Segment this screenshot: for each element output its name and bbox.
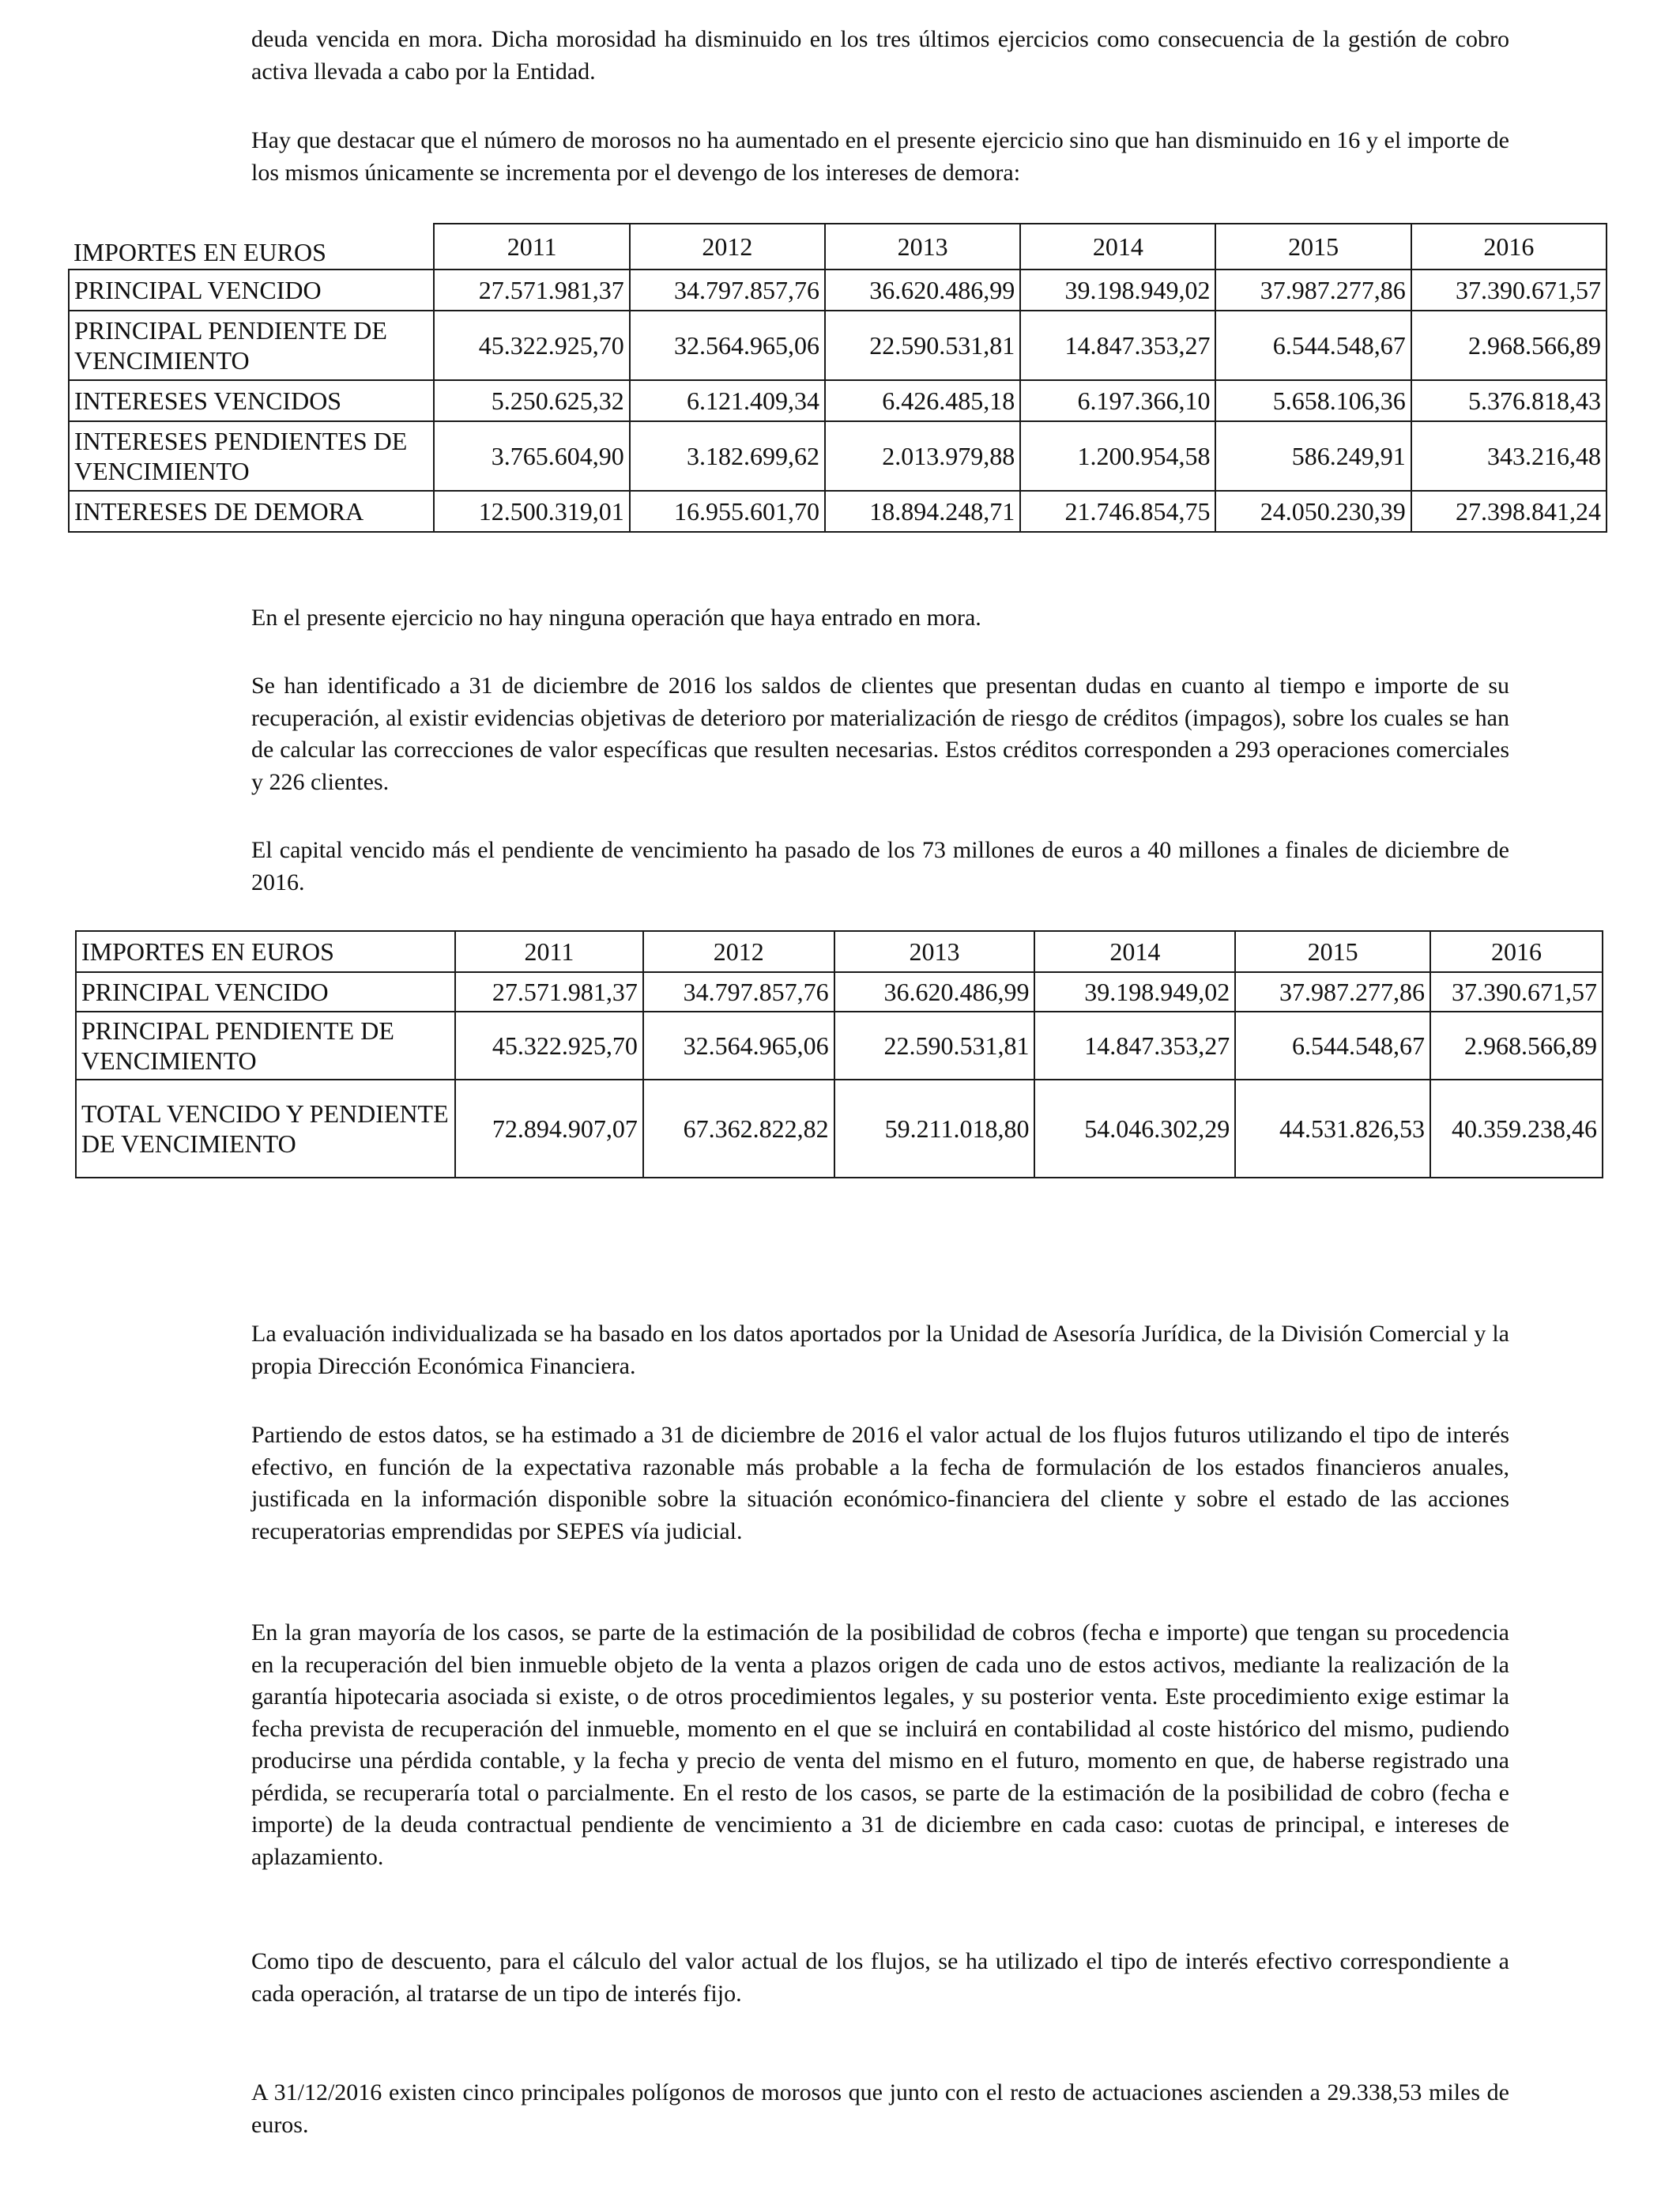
year-header: 2011 [434, 224, 629, 270]
table-row [76, 972, 1603, 1012]
paragraph-procedimiento: En la gran mayoría de los casos, se parte de la estimación de la posibilidad de cobros (fecha e importe) que tengan su procedencia en la recuperación del bien inmueble objeto de la venta a plazos origen de cada uno de estos activos, mediante la realización de la garantía hipotecaria asociada si existe, o de otros procedimientos legales, y su posterior venta. Este procedimiento exige estimar la fecha prevista de recuperación del inmueble, momento en el que se incluirá en contabilidad al coste histórico del mismo, pudiendo producirse una pérdida contable, y la fecha y precio de venta del mismo en el futuro, momento en que, de haberse registrado una pérdida, se recuperaría total o parcialmente. En el resto de los casos, se parte de la estimación de la posibilidad de cobro (fecha e importe) de la deuda contractual pendiente de vencimiento a 31 de diciembre en cada caso: cuotas de principal, e intereses de aplazamiento. [251, 1619, 1509, 1870]
year-header: 2012 [643, 931, 834, 972]
cell-value: 5.376.818,43 [1411, 380, 1607, 421]
table-row [69, 380, 1607, 421]
table-row [69, 311, 1607, 380]
table-row [76, 1012, 1603, 1080]
cell-value: 45.322.925,70 [455, 1012, 643, 1080]
cell-value: 27.571.981,37 [455, 972, 643, 1012]
year-header: 2016 [1411, 224, 1607, 270]
paragraph-saldos-dudosos: Se han identificado a 31 de diciembre de 2016 los saldos de clientes que presentan dudas en cuanto al tiempo e importe de su recuperación, al existir evidencias objetivas de deterioro por materialización de riesgo de créditos (impagos), sobre los cuales se han de calcular las correcciones de valor específicas que resulten necesarias. Estos créditos corresponden a 293 operaciones comerciales y 226 clientes. [251, 673, 1509, 795]
cell-value: 6.426.485,18 [825, 380, 1020, 421]
year-header: 2014 [1034, 931, 1235, 972]
year-header: 2012 [630, 224, 825, 270]
table-row [69, 491, 1607, 532]
cell-value: 27.398.841,24 [1411, 491, 1607, 532]
row-label: PRINCIPAL PENDIENTE DE VENCIMIENTO [69, 311, 434, 380]
header-label: IMPORTES EN EUROS [76, 931, 455, 972]
cell-value: 6.121.409,34 [630, 380, 825, 421]
cell-value: 37.390.671,57 [1411, 270, 1607, 311]
table-header-row [76, 931, 1603, 972]
year-header: 2013 [825, 224, 1020, 270]
cell-value: 14.847.353,27 [1034, 1012, 1235, 1080]
cell-value: 36.620.486,99 [825, 270, 1020, 311]
year-header: 2015 [1235, 931, 1430, 972]
cell-value: 6.544.548,67 [1215, 311, 1411, 380]
cell-value: 343.216,48 [1411, 421, 1607, 491]
cell-value: 16.955.601,70 [630, 491, 825, 532]
row-label: INTERESES DE DEMORA [69, 491, 434, 532]
cell-value: 22.590.531,81 [825, 311, 1020, 380]
cell-value: 37.987.277,86 [1235, 972, 1430, 1012]
header-label: IMPORTES EN EUROS [73, 238, 326, 266]
cell-value: 586.249,91 [1215, 421, 1411, 491]
cell-value: 27.571.981,37 [434, 270, 629, 311]
cell-value: 14.847.353,27 [1020, 311, 1215, 380]
cell-value: 34.797.857,76 [630, 270, 825, 311]
cell-value: 3.182.699,62 [630, 421, 825, 491]
cell-value: 39.198.949,02 [1034, 972, 1235, 1012]
paragraph-evaluacion: La evaluación individualizada se ha basado en los datos aportados por la Unidad de Asesoría Jurídica, de la División Comercial y la propia Dirección Económica Financiera. [251, 1321, 1509, 1379]
table-row [76, 1080, 1603, 1178]
row-label: INTERESES PENDIENTES DE VENCIMIENTO [69, 421, 434, 491]
paragraph-no-new-mora: En el presente ejercicio no hay ninguna operación que haya entrado en mora. [251, 605, 981, 631]
table-importes-morosos [68, 223, 1607, 533]
cell-value: 2.968.566,89 [1430, 1012, 1603, 1080]
paragraph-estimacion: Partiendo de estos datos, se ha estimado a 31 de diciembre de 2016 el valor actual de los flujos futuros utilizando el tipo de interés efectivo, en función de la expectativa razonable más probable a la fecha de formulación de los estados financieros anuales, justificada en la información disponible sobre la situación económico-financiera del cliente y sobre el estado de las acciones recuperatorias emprendidas por SEPES vía judicial. [251, 1422, 1509, 1544]
cell-value: 18.894.248,71 [825, 491, 1020, 532]
cell-value: 67.362.822,82 [643, 1080, 834, 1178]
paragraph-morosos-count: Hay que destacar que el número de morosos no ha aumentado en el presente ejercicio sino que han disminuido en 16 y el importe de los mismos únicamente se incrementa por el devengo de los intereses de demora: [251, 127, 1509, 186]
cell-value: 32.564.965,06 [643, 1012, 834, 1080]
cell-value: 2.968.566,89 [1411, 311, 1607, 380]
cell-value: 37.390.671,57 [1430, 972, 1603, 1012]
cell-value: 59.211.018,80 [834, 1080, 1035, 1178]
cell-value: 72.894.907,07 [455, 1080, 643, 1178]
cell-value: 54.046.302,29 [1034, 1080, 1235, 1178]
table-row [69, 270, 1607, 311]
year-header: 2014 [1020, 224, 1215, 270]
cell-value: 45.322.925,70 [434, 311, 629, 380]
cell-value: 1.200.954,58 [1020, 421, 1215, 491]
cell-value: 12.500.319,01 [434, 491, 629, 532]
row-label: INTERESES VENCIDOS [69, 380, 434, 421]
cell-value: 3.765.604,90 [434, 421, 629, 491]
cell-value: 34.797.857,76 [643, 972, 834, 1012]
table-header-row [69, 224, 1607, 270]
paragraph-poligonos: A 31/12/2016 existen cinco principales polígonos de morosos que junto con el resto de actuaciones ascienden a 29.338,53 miles de euros. [251, 2079, 1509, 2138]
cell-value: 39.198.949,02 [1020, 270, 1215, 311]
year-header: 2016 [1430, 931, 1603, 972]
row-label: PRINCIPAL VENCIDO [69, 270, 434, 311]
cell-value: 5.658.106,36 [1215, 380, 1411, 421]
cell-value: 5.250.625,32 [434, 380, 629, 421]
cell-value: 22.590.531,81 [834, 1012, 1035, 1080]
cell-value: 6.544.548,67 [1235, 1012, 1430, 1080]
cell-value: 44.531.826,53 [1235, 1080, 1430, 1178]
paragraph-tipo-descuento: Como tipo de descuento, para el cálculo del valor actual de los flujos, se ha utilizado el tipo de interés efectivo correspondiente a cada operación, al tratarse de un tipo de interés fijo. [251, 1948, 1509, 2007]
row-label: PRINCIPAL PENDIENTE DE VENCIMIENTO [76, 1012, 455, 1080]
year-header: 2013 [834, 931, 1035, 972]
cell-value: 24.050.230,39 [1215, 491, 1411, 532]
cell-value: 37.987.277,86 [1215, 270, 1411, 311]
paragraph-capital-vencido: El capital vencido más el pendiente de vencimiento ha pasado de los 73 millones de euros a 40 millones a finales de diciembre de 2016. [251, 837, 1509, 895]
cell-value: 40.359.238,46 [1430, 1080, 1603, 1178]
table-row [69, 421, 1607, 491]
cell-value: 2.013.979,88 [825, 421, 1020, 491]
table-capital-vencido [75, 930, 1603, 1178]
cell-value: 21.746.854,75 [1020, 491, 1215, 532]
cell-value: 36.620.486,99 [834, 972, 1035, 1012]
cell-value: 6.197.366,10 [1020, 380, 1215, 421]
row-label: TOTAL VENCIDO Y PENDIENTE DE VENCIMIENTO [76, 1080, 455, 1178]
year-header: 2011 [455, 931, 643, 972]
paragraph-mora-reduction: deuda vencida en mora. Dicha morosidad ha disminuido en los tres últimos ejercicios como consecuencia de la gestión de cobro activa llevada a cabo por la Entidad. [251, 26, 1509, 85]
row-label: PRINCIPAL VENCIDO [76, 972, 455, 1012]
cell-value: 32.564.965,06 [630, 311, 825, 380]
year-header: 2015 [1215, 224, 1411, 270]
